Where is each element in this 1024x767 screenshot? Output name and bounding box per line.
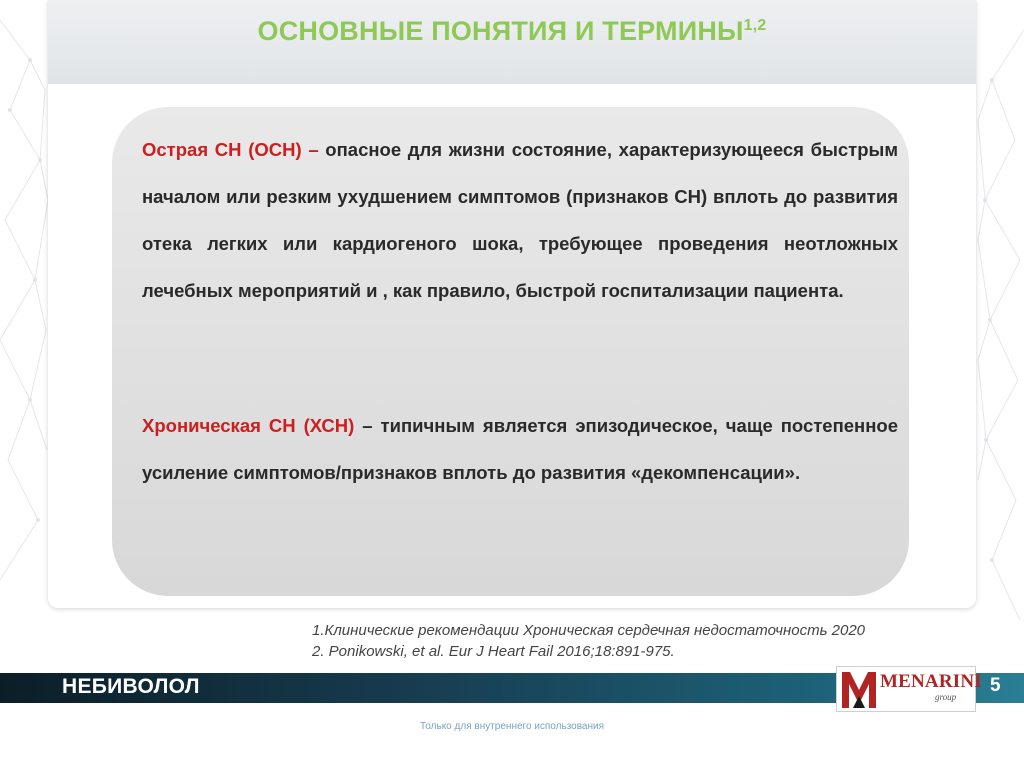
internal-use-note: Только для внутреннего использования (419, 721, 605, 732)
slide-title (0, 16, 1024, 47)
menarini-logo-subtext: group (935, 692, 957, 702)
reference-item: 2. Ponikowski, et al. Eur J Heart Fail 2016;18:891-975. (312, 643, 675, 660)
acute-hf-definition (142, 126, 898, 314)
menarini-logo-text: MENARINI (880, 671, 982, 692)
reference-item: 1.Клинические рекомендации Хроническая сердечная недостаточность 2020 (312, 622, 866, 639)
page-number: 5 (990, 675, 1001, 696)
chronic-hf-text: – типичным является эпизодическое, чаще постепенное усиление симптомов/признаков вплоть до развития «декомпенсации». (142, 415, 898, 483)
title-reference-marks: 1,2 (743, 17, 767, 34)
references (312, 620, 1012, 662)
chronic-hf-term: Хроническая СН (ХСН) (142, 415, 355, 436)
acute-hf-term: Острая СН (ОСН) – (142, 139, 319, 160)
chronic-hf-definition (142, 402, 898, 496)
acute-hf-text: опасное для жизни состояние, характеризующееся быстрым началом или резким ухудшением симптомов (признаков СН) вплоть до развития отека легких или кардиогеного шока, требующее проведения неотложных лечебных мероприятий и , как правило, быстрой госпитализации пациента. (142, 139, 898, 301)
slide-title-text: ОСНОВНЫЕ ПОНЯТИЯ И ТЕРМИНЫ (257, 16, 744, 46)
menarini-m-icon (840, 668, 878, 710)
product-name: НЕБИВОЛОЛ (62, 675, 200, 698)
